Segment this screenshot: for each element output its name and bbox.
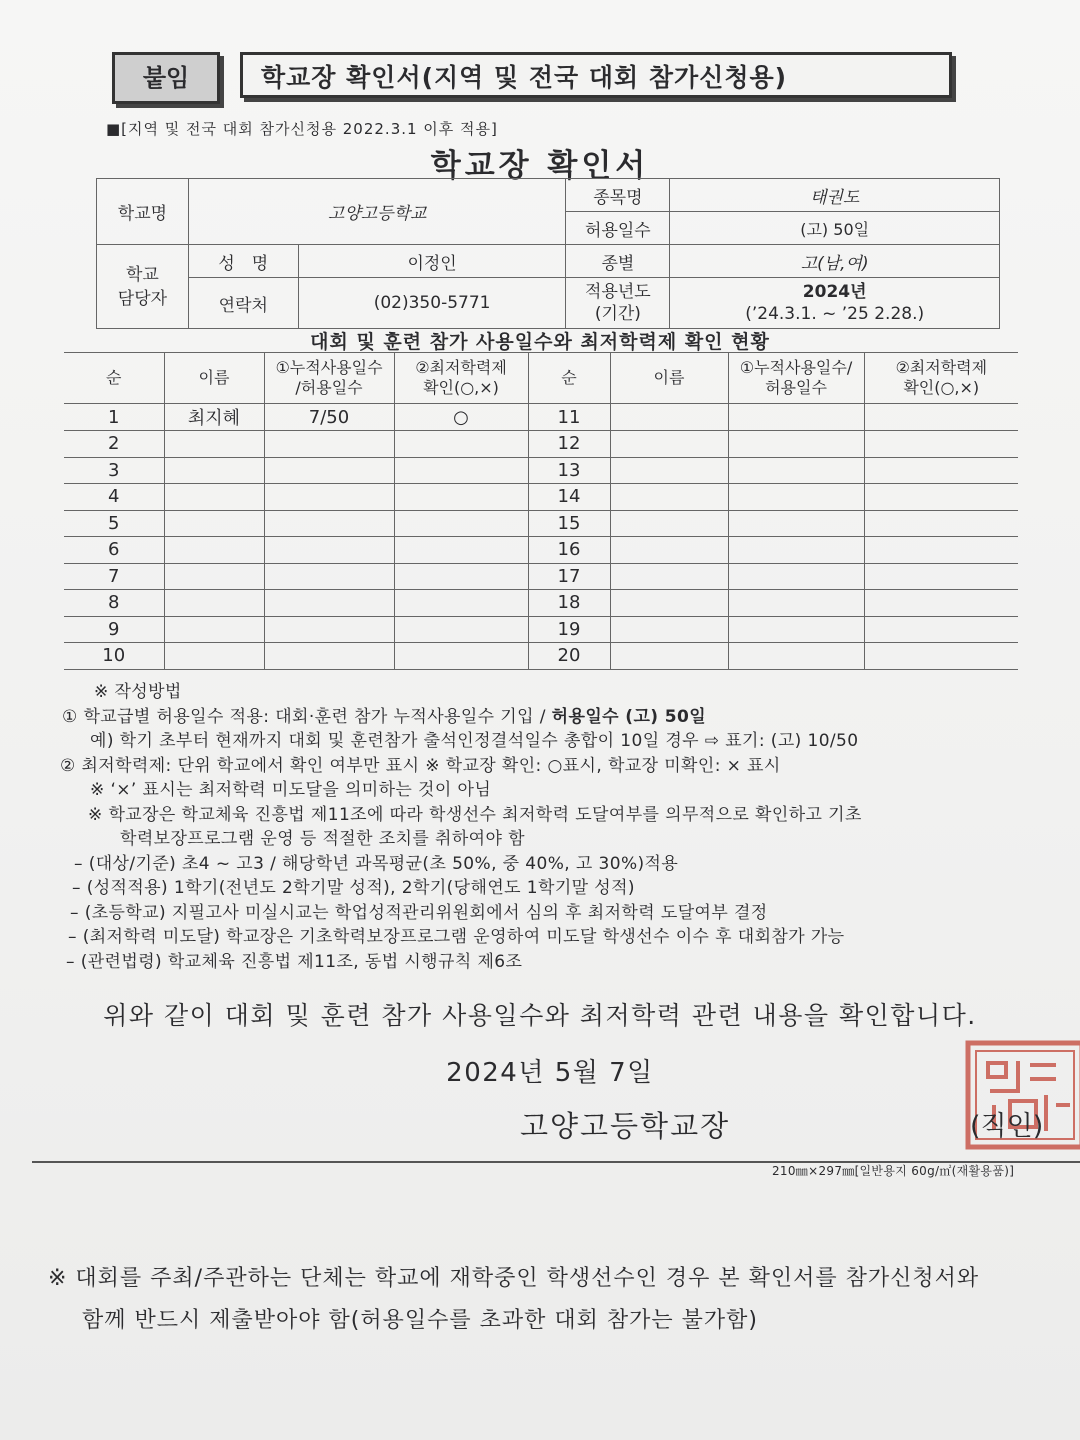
contact-label: 연락처 xyxy=(188,278,298,329)
student-name xyxy=(164,431,264,458)
document-title: 학교장 확인서 xyxy=(430,148,650,184)
type-label: 종별 xyxy=(566,245,670,278)
min-academic-check xyxy=(864,616,1018,643)
row-number: 20 xyxy=(528,643,610,670)
event-value: 태권도 xyxy=(670,179,1000,212)
student-name xyxy=(610,431,728,458)
section-title: 대회 및 훈련 참가 사용일수와 최저학력제 확인 현황 xyxy=(310,331,770,353)
row-number: 14 xyxy=(528,484,610,511)
student-name: 최지혜 xyxy=(164,404,264,431)
min-academic-check xyxy=(864,590,1018,617)
min-academic-check xyxy=(394,431,528,458)
table-row xyxy=(64,616,1018,643)
year-label: 적용년도 (기간) xyxy=(566,278,670,329)
row-number: 5 xyxy=(64,510,164,537)
period-value: (’24.3.1. ~ ’25 2.28.) xyxy=(745,304,925,324)
row-number: 7 xyxy=(64,563,164,590)
min-academic-check xyxy=(864,537,1018,564)
col-header: ②최저학력제 확인(○,×) xyxy=(864,353,1018,404)
used-days xyxy=(264,457,394,484)
writing-instructions xyxy=(56,680,1056,974)
paper-spec: 210㎜×297㎜[일반용지 60g/㎡(재활용품)] xyxy=(772,1164,1015,1178)
used-days xyxy=(728,484,864,511)
instructions-heading: ※ 작성방법 xyxy=(94,682,182,702)
used-days xyxy=(728,616,864,643)
used-days xyxy=(264,563,394,590)
min-academic-check xyxy=(864,510,1018,537)
min-academic-check xyxy=(864,457,1018,484)
student-name xyxy=(164,510,264,537)
row-number: 13 xyxy=(528,457,610,484)
usage-table-header xyxy=(64,353,1018,404)
note-2-b2: 학력보장프로그램 운영 등 적절한 조치를 취하여야 함 xyxy=(120,829,525,849)
used-days xyxy=(264,643,394,670)
school-label: 학교명 xyxy=(97,179,189,245)
detail-2: – (성적적용) 1학기(전년도 2학기말 성적), 2학기(당해연도 1학기말 성적) xyxy=(72,878,635,898)
student-name xyxy=(610,590,728,617)
table-row xyxy=(64,643,1018,670)
type-value: 고(남,여) xyxy=(670,245,1000,278)
table-row xyxy=(64,537,1018,564)
applicability-note: ■[지역 및 전국 대회 참가신청용 2022.3.1 이후 적용] xyxy=(106,120,498,138)
used-days xyxy=(728,510,864,537)
used-days xyxy=(728,563,864,590)
used-days xyxy=(264,590,394,617)
row-number: 4 xyxy=(64,484,164,511)
min-academic-check xyxy=(864,431,1018,458)
table-row xyxy=(64,457,1018,484)
min-academic-check xyxy=(864,484,1018,511)
row-number: 3 xyxy=(64,457,164,484)
student-name xyxy=(610,404,728,431)
used-days: 7/50 xyxy=(264,404,394,431)
student-name xyxy=(164,484,264,511)
row-number: 1 xyxy=(64,404,164,431)
detail-4: – (최저학력 미도달) 학교장은 기초학력보장프로그램 운영하여 미도달 학생선수 이수 후 대회참가 가능 xyxy=(68,927,845,947)
used-days xyxy=(728,590,864,617)
row-number: 8 xyxy=(64,590,164,617)
min-academic-check xyxy=(394,457,528,484)
note-2-a: ※ ‘×’ 표시는 최저학력 미도달을 의미하는 것이 아님 xyxy=(90,780,492,800)
name-label: 성 명 xyxy=(188,245,298,278)
school-value: 고양고등학교 xyxy=(188,179,566,245)
student-name xyxy=(610,537,728,564)
student-name xyxy=(164,616,264,643)
detail-5: – (관련법령) 학교체육 진흥법 제11조, 동법 시행규칙 제6조 xyxy=(66,951,523,972)
row-number: 10 xyxy=(64,643,164,670)
usage-table xyxy=(64,352,1018,670)
row-number: 15 xyxy=(528,510,610,537)
student-name xyxy=(610,616,728,643)
min-academic-check xyxy=(394,616,528,643)
note-1-example: 예) 학기 초부터 현재까지 대회 및 훈련참가 출석인정결석일수 총합이 10일 경우 ⇨ 표기: (고) 10/50 xyxy=(90,731,859,751)
footer-line-2: 함께 반드시 제출받아야 함(허용일수를 초과한 대회 참가는 불가함) xyxy=(82,1308,758,1333)
note-1-text: ① 학교급별 허용일수 적용: 대회·훈련 참가 누적사용일수 기입 / xyxy=(62,706,552,727)
col-header: 순 xyxy=(528,353,610,404)
used-days xyxy=(264,484,394,511)
row-number: 18 xyxy=(528,590,610,617)
min-academic-check xyxy=(864,563,1018,590)
contact-value: (02)350-5771 xyxy=(298,278,566,329)
min-academic-check xyxy=(394,563,528,590)
allowed-days-value: (고) 50일 xyxy=(670,212,1000,245)
used-days xyxy=(264,537,394,564)
detail-3: – (초등학교) 지필고사 미실시교는 학업성적관리위원회에서 심의 후 최저학력 도달여부 결정 xyxy=(70,902,768,923)
student-name xyxy=(164,563,264,590)
min-academic-check xyxy=(394,590,528,617)
row-number: 16 xyxy=(528,537,610,564)
min-academic-check xyxy=(394,537,528,564)
note-1-bold: 허용일수 (고) 50일 xyxy=(551,706,707,727)
issue-date: 2024년 5월 7일 xyxy=(446,1058,654,1088)
table-row xyxy=(64,484,1018,511)
student-name xyxy=(164,643,264,670)
footer-line-1: ※ 대회를 주최/주관하는 단체는 학교에 재학중인 학생선수인 경우 본 확인서를 참가신청서와 xyxy=(48,1266,980,1291)
student-name xyxy=(610,484,728,511)
footer-note xyxy=(48,1258,1058,1342)
row-number: 9 xyxy=(64,616,164,643)
principal-name: 고양고등학교장 xyxy=(520,1109,731,1143)
student-name xyxy=(610,643,728,670)
used-days xyxy=(728,431,864,458)
min-academic-check xyxy=(864,643,1018,670)
confirmation-text: 위와 같이 대회 및 훈련 참가 사용일수와 최저학력 관련 내용을 확인합니다. xyxy=(103,1001,977,1030)
table-row xyxy=(64,590,1018,617)
student-name xyxy=(610,457,728,484)
seal-label: (직인) xyxy=(970,1111,1044,1142)
col-header: ①누적사용일수/ 허용일수 xyxy=(728,353,864,404)
info-table xyxy=(96,178,1000,329)
attachment-tag: 붙임 xyxy=(112,52,220,104)
student-name xyxy=(164,537,264,564)
student-name xyxy=(610,510,728,537)
year-cell xyxy=(670,278,1000,329)
col-header: 이름 xyxy=(610,353,728,404)
table-row xyxy=(64,510,1018,537)
min-academic-check: ○ xyxy=(394,404,528,431)
note-2: ② 최저학력제: 단위 학교에서 확인 여부만 표시 ※ 학교장 확인: ○표시, 학교장 미확인: × 표시 xyxy=(60,755,781,776)
row-number: 17 xyxy=(528,563,610,590)
note-2-b: ※ 학교장은 학교체육 진흥법 제11조에 따라 학생선수 최저학력 도달여부를 의무적으로 확인하고 기초 xyxy=(88,804,862,825)
row-number: 2 xyxy=(64,431,164,458)
manager-label: 학교 담당자 xyxy=(97,245,189,329)
row-number: 19 xyxy=(528,616,610,643)
used-days xyxy=(728,457,864,484)
event-label: 종목명 xyxy=(566,179,670,212)
min-academic-check xyxy=(394,484,528,511)
allowed-days-label: 허용일수 xyxy=(566,212,670,245)
col-header: 순 xyxy=(64,353,164,404)
table-row xyxy=(64,431,1018,458)
table-row xyxy=(64,404,1018,431)
note-1 xyxy=(56,705,1056,730)
row-number: 12 xyxy=(528,431,610,458)
student-name xyxy=(164,457,264,484)
used-days xyxy=(728,404,864,431)
used-days xyxy=(264,616,394,643)
used-days xyxy=(264,510,394,537)
col-header: 이름 xyxy=(164,353,264,404)
row-number: 6 xyxy=(64,537,164,564)
used-days xyxy=(728,537,864,564)
used-days xyxy=(728,643,864,670)
used-days xyxy=(264,431,394,458)
min-academic-check xyxy=(394,510,528,537)
name-value: 이정인 xyxy=(298,245,566,278)
col-header: ①누적사용일수 /허용일수 xyxy=(264,353,394,404)
student-name xyxy=(610,563,728,590)
table-row xyxy=(64,563,1018,590)
student-name xyxy=(164,590,264,617)
min-academic-check xyxy=(394,643,528,670)
col-header: ②최저학력제 확인(○,×) xyxy=(394,353,528,404)
row-number: 11 xyxy=(528,404,610,431)
header-title: 학교장 확인서(지역 및 전국 대회 참가신청용) xyxy=(240,52,952,98)
min-academic-check xyxy=(864,404,1018,431)
detail-1: – (대상/기준) 초4 ~ 고3 / 해당학년 과목평균(초 50%, 중 40%, 고 30%)적용 xyxy=(74,853,679,874)
year-value: 2024년 xyxy=(802,282,867,302)
